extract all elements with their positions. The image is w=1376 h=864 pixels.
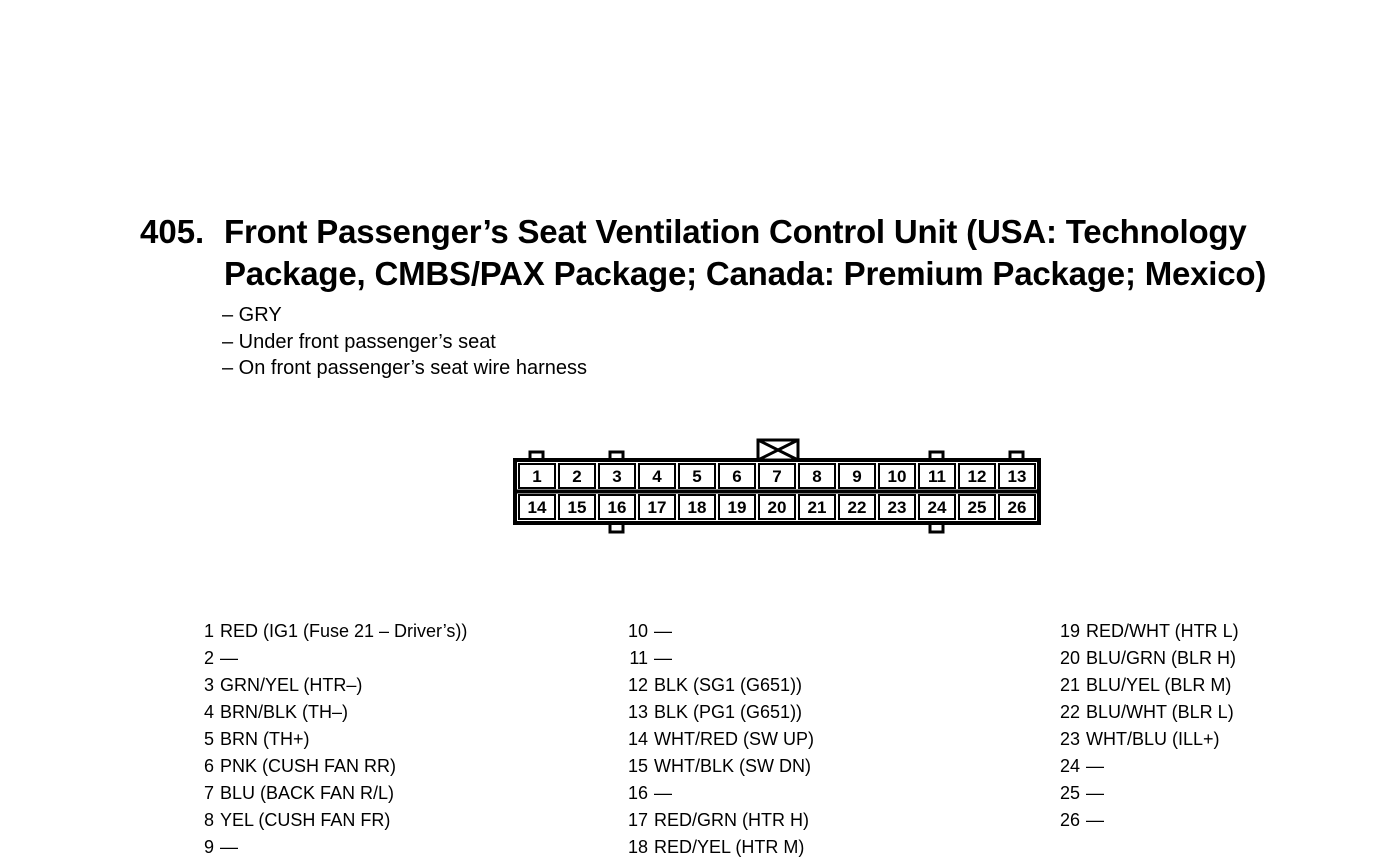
pinout-row [1048,672,1239,699]
pin-signal: PNK (CUSH FAN RR) [220,756,397,776]
item-title-line-2: Package, CMBS/PAX Package; Canada: Premium Package; Mexico) [224,255,1267,292]
pin-signal: BLU/WHT (BLR L) [1086,702,1234,722]
cavity-label-19: 19 [727,498,747,517]
cavity-label-18: 18 [687,498,707,517]
pin-number: 5 [203,729,214,749]
cavity-label-23: 23 [887,498,907,517]
pinout-row [1048,699,1239,726]
pin-number: 8 [203,810,214,830]
pin-signal: GRN/YEL (HTR–) [220,675,363,695]
item-number: 405. [140,213,205,250]
pin-signal: — [220,648,238,668]
pinout-row [616,834,814,861]
pinout-row [196,618,467,645]
cavity-label-11: 11 [928,467,946,486]
pinout-row [616,699,814,726]
cavity-label-24: 24 [927,498,947,517]
pin-number: 23 [1059,729,1080,749]
cavity-label-9: 9 [852,467,862,486]
note-location: – Under front passenger’s seat [222,330,496,353]
pin-number: 14 [627,729,648,749]
cavity-label-3: 3 [612,467,622,486]
pinout-row [616,807,814,834]
cavity-label-2: 2 [572,467,582,486]
pin-signal: BLU/GRN (BLR H) [1086,648,1237,668]
pinout-column-1 [196,618,467,861]
pinout-row [196,780,467,807]
pinout-row [196,807,467,834]
pinout-row [616,780,814,807]
pinout-row [196,753,467,780]
pinout-row [616,753,814,780]
pinout-row [616,645,814,672]
pin-number: 19 [1059,621,1080,641]
pin-signal: RED/GRN (HTR H) [654,810,809,830]
pin-signal: BRN/BLK (TH–) [220,702,349,722]
pin-signal: RED/WHT (HTR L) [1086,621,1239,641]
pinout-row [196,699,467,726]
cavity-label-20: 20 [767,498,787,517]
cavity-label-17: 17 [647,498,667,517]
pin-number: 2 [203,648,214,668]
cavity-label-1: 1 [532,467,542,486]
note-color: – GRY [222,304,282,326]
cavity-label-25: 25 [967,498,987,517]
pinout-row [196,834,467,861]
cavity-label-4: 4 [652,467,662,486]
pin-number: 17 [627,810,648,830]
pin-number: 25 [1059,783,1080,803]
pin-number: 6 [203,756,214,776]
pinout-row [1048,753,1239,780]
pinout-row [196,672,467,699]
cavity-label-16: 16 [607,498,627,517]
cavity-label-26: 26 [1007,498,1027,517]
pin-number: 15 [627,756,648,776]
pinout-column-2 [616,618,814,861]
pin-number: 22 [1059,702,1080,722]
cavity-label-8: 8 [812,467,822,486]
pin-number: 16 [627,783,648,803]
pinout-row [616,618,814,645]
pin-signal: — [654,783,672,803]
pin-number: 18 [627,837,648,857]
pin-signal: RED/YEL (HTR M) [654,837,805,857]
cavity-label-6: 6 [732,467,742,486]
pin-number: 13 [627,702,648,722]
pin-number: 9 [203,837,214,857]
pin-number: 24 [1059,756,1080,776]
connector-notes [222,302,587,382]
pin-signal: WHT/RED (SW UP) [654,729,814,749]
item-title [224,211,1369,295]
pin-signal: — [654,621,672,641]
pinout-row [1048,807,1239,834]
pin-number: 10 [627,621,648,641]
cavity-label-7: 7 [772,467,782,486]
pin-signal: YEL (CUSH FAN FR) [220,810,391,830]
pin-number: 4 [203,702,214,722]
pin-signal: — [1086,810,1104,830]
pin-signal: WHT/BLU (ILL+) [1086,729,1220,749]
pinout-row [1048,780,1239,807]
pinout-row [616,672,814,699]
pin-number: 3 [203,675,214,695]
pinout-row [616,726,814,753]
pin-signal: — [1086,783,1104,803]
pinout-column-3 [1048,618,1239,834]
pinout-row [1048,645,1239,672]
cavity-label-21: 21 [807,498,827,517]
pin-signal: — [220,837,238,857]
cavity-label-13: 13 [1007,467,1027,486]
pin-number: 12 [627,675,648,695]
pinout-row [1048,726,1239,753]
pin-number: 20 [1059,648,1080,668]
pinout-row [196,645,467,672]
note-harness: – On front passenger’s seat wire harness [222,357,588,379]
cavity-label-15: 15 [567,498,587,517]
pin-signal: — [654,648,672,668]
cavity-label-22: 22 [847,498,867,517]
pin-signal: BLU/YEL (BLR M) [1086,675,1232,695]
connector-diagram [510,436,1044,540]
pin-signal: BLU (BACK FAN R/L) [220,783,395,803]
pin-number: 21 [1059,675,1080,695]
cavity-label-10: 10 [887,467,907,486]
item-title-line-1: Front Passenger’s Seat Ventilation Control Unit (USA: Technology [224,213,1247,250]
pin-number: 7 [203,783,214,803]
cavity-label-14: 14 [527,498,547,517]
pin-number: 1 [203,621,214,641]
pinout-row [196,726,467,753]
cavity-label-5: 5 [692,467,702,486]
pin-number: 11 [629,648,648,668]
pinout-row [1048,618,1239,645]
cavity-label-12: 12 [967,467,987,486]
pin-number: 26 [1059,810,1080,830]
pin-signal: BRN (TH+) [220,729,310,749]
pin-signal: WHT/BLK (SW DN) [654,756,811,776]
pin-signal: BLK (PG1 (G651)) [654,702,803,722]
pin-signal: BLK (SG1 (G651)) [654,675,803,695]
pin-signal: RED (IG1 (Fuse 21 – Driver’s)) [220,621,468,641]
pin-signal: — [1086,756,1104,776]
